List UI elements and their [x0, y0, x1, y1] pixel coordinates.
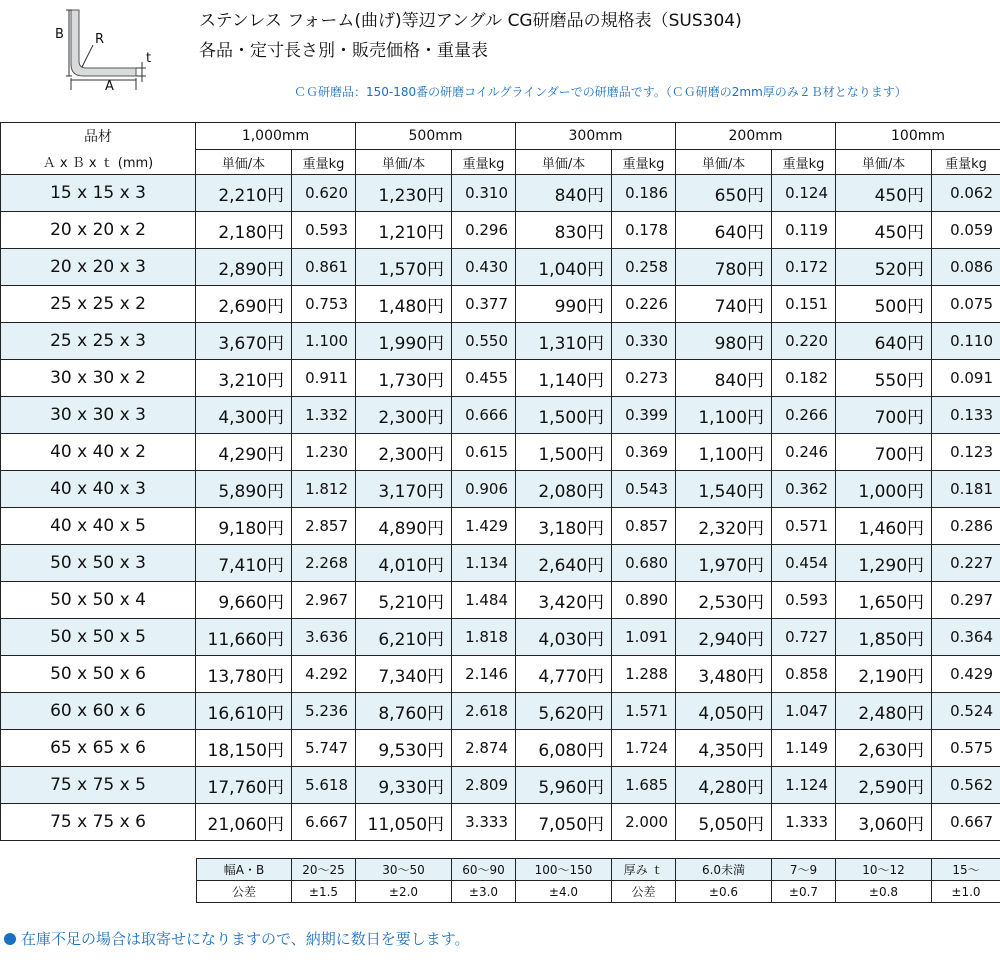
price-cell: 9,530円 — [356, 730, 452, 767]
weight-cell: 1.047 — [772, 693, 836, 730]
weight-cell: 0.124 — [772, 175, 836, 212]
price-cell: 1,100円 — [676, 434, 772, 471]
spec-cell: 25 x 25 x 3 — [1, 323, 196, 360]
weight-cell: 0.310 — [452, 175, 516, 212]
price-cell: 1,140円 — [516, 360, 612, 397]
spec-cell: 50 x 50 x 4 — [1, 582, 196, 619]
weight-cell: 0.562 — [932, 767, 1000, 804]
weight-cell: 2.967 — [292, 582, 356, 619]
price-cell: 980円 — [676, 323, 772, 360]
weight-cell: 5.618 — [292, 767, 356, 804]
weight-cell: 2.857 — [292, 508, 356, 545]
stock-notice — [4, 928, 470, 949]
weight-cell: 0.454 — [772, 545, 836, 582]
weight-cell: 0.151 — [772, 286, 836, 323]
weight-cell: 0.273 — [612, 360, 676, 397]
price-cell: 4,350円 — [676, 730, 772, 767]
tolerance-value: ±2.0 — [356, 881, 452, 903]
weight-cell: 0.429 — [932, 656, 1000, 693]
weight-cell: 1.091 — [612, 619, 676, 656]
price-weight-table — [0, 122, 1000, 841]
table-row — [1, 508, 1000, 545]
weight-cell: 0.286 — [932, 508, 1000, 545]
tolerance-label: 公差 — [612, 881, 676, 903]
price-cell: 2,940円 — [676, 619, 772, 656]
price-cell: 17,760円 — [196, 767, 292, 804]
weight-cell: 1.818 — [452, 619, 516, 656]
price-cell: 450円 — [836, 212, 932, 249]
price-cell: 2,180円 — [196, 212, 292, 249]
tolerance-value: ±1.0 — [932, 881, 1000, 903]
price-cell: 1,540円 — [676, 471, 772, 508]
price-cell: 16,610円 — [196, 693, 292, 730]
weight-cell: 0.890 — [612, 582, 676, 619]
price-cell: 4,280円 — [676, 767, 772, 804]
weight-cell: 0.571 — [772, 508, 836, 545]
weight-cell: 0.330 — [612, 323, 676, 360]
price-header: 単価/本 — [196, 150, 292, 175]
table-row — [1, 286, 1000, 323]
price-cell: 990円 — [516, 286, 612, 323]
spec-cell: 50 x 50 x 6 — [1, 656, 196, 693]
table-row — [1, 656, 1000, 693]
spec-cell: 20 x 20 x 2 — [1, 212, 196, 249]
price-cell: 1,290円 — [836, 545, 932, 582]
price-cell: 1,210円 — [356, 212, 452, 249]
price-cell: 1,850円 — [836, 619, 932, 656]
bullet-icon — [4, 933, 16, 945]
price-cell: 3,480円 — [676, 656, 772, 693]
price-cell: 740円 — [676, 286, 772, 323]
price-cell: 9,180円 — [196, 508, 292, 545]
price-cell: 1,730円 — [356, 360, 452, 397]
price-cell: 5,210円 — [356, 582, 452, 619]
diagram-label-r: R — [95, 32, 105, 47]
weight-cell: 0.430 — [452, 249, 516, 286]
weight-cell: 2.874 — [452, 730, 516, 767]
weight-cell: 0.172 — [772, 249, 836, 286]
price-cell: 3,210円 — [196, 360, 292, 397]
spec-header: 品材 — [1, 123, 196, 150]
price-cell: 6,210円 — [356, 619, 452, 656]
tolerance-range: 60〜90 — [452, 859, 516, 881]
length-header: 200mm — [676, 123, 836, 150]
tolerance-value: ±0.6 — [676, 881, 772, 903]
weight-cell: 3.636 — [292, 619, 356, 656]
weight-cell: 5.747 — [292, 730, 356, 767]
tolerance-range: 20〜25 — [292, 859, 356, 881]
tolerance-range: 7〜9 — [772, 859, 836, 881]
weight-header: 重量kg — [612, 150, 676, 175]
table-row — [1, 471, 1000, 508]
weight-cell: 0.133 — [932, 397, 1000, 434]
weight-cell: 1.484 — [452, 582, 516, 619]
spec-cell: 30 x 30 x 3 — [1, 397, 196, 434]
weight-cell: 0.399 — [612, 397, 676, 434]
price-cell: 640円 — [676, 212, 772, 249]
weight-cell: 0.186 — [612, 175, 676, 212]
weight-cell: 0.666 — [452, 397, 516, 434]
diagram-label-a: A — [105, 79, 114, 92]
weight-cell: 1.724 — [612, 730, 676, 767]
price-cell: 700円 — [836, 434, 932, 471]
weight-cell: 2.146 — [452, 656, 516, 693]
spec-cell: 60 x 60 x 6 — [1, 693, 196, 730]
weight-cell: 0.911 — [292, 360, 356, 397]
price-cell: 2,530円 — [676, 582, 772, 619]
stock-notice-text: 在庫不足の場合は取寄せになりますので、納期に数日を要します。 — [21, 930, 470, 948]
table-row — [1, 545, 1000, 582]
price-cell: 830円 — [516, 212, 612, 249]
spec-cell: 40 x 40 x 3 — [1, 471, 196, 508]
weight-cell: 2.000 — [612, 804, 676, 841]
weight-cell: 0.727 — [772, 619, 836, 656]
weight-cell: 0.119 — [772, 212, 836, 249]
price-cell: 2,890円 — [196, 249, 292, 286]
price-cell: 840円 — [516, 175, 612, 212]
table-row — [1, 360, 1000, 397]
price-cell: 1,000円 — [836, 471, 932, 508]
price-cell: 1,500円 — [516, 434, 612, 471]
table-row — [1, 323, 1000, 360]
length-header: 100mm — [836, 123, 1000, 150]
price-cell: 9,660円 — [196, 582, 292, 619]
tolerance-value: ±1.5 — [292, 881, 356, 903]
weight-cell: 5.236 — [292, 693, 356, 730]
weight-cell: 1.230 — [292, 434, 356, 471]
table-row — [1, 730, 1000, 767]
tolerance-value: ±4.0 — [516, 881, 612, 903]
weight-cell: 1.149 — [772, 730, 836, 767]
price-cell: 7,410円 — [196, 545, 292, 582]
weight-cell: 0.246 — [772, 434, 836, 471]
table-row — [1, 397, 1000, 434]
price-cell: 1,990円 — [356, 323, 452, 360]
price-cell: 4,770円 — [516, 656, 612, 693]
weight-cell: 0.110 — [932, 323, 1000, 360]
price-header: 単価/本 — [516, 150, 612, 175]
weight-cell: 0.615 — [452, 434, 516, 471]
table-row — [1, 804, 1000, 841]
weight-cell: 0.377 — [452, 286, 516, 323]
weight-cell: 0.575 — [932, 730, 1000, 767]
weight-cell: 0.266 — [772, 397, 836, 434]
table-row — [1, 175, 1000, 212]
length-header: 1,000mm — [196, 123, 356, 150]
tolerance-value: ±0.8 — [836, 881, 932, 903]
weight-cell: 0.593 — [772, 582, 836, 619]
table-row — [1, 582, 1000, 619]
price-cell: 520円 — [836, 249, 932, 286]
weight-cell: 0.369 — [612, 434, 676, 471]
price-cell: 1,310円 — [516, 323, 612, 360]
spec-cell: 75 x 75 x 6 — [1, 804, 196, 841]
weight-cell: 3.333 — [452, 804, 516, 841]
weight-cell: 0.220 — [772, 323, 836, 360]
price-cell: 1,480円 — [356, 286, 452, 323]
weight-cell: 1.571 — [612, 693, 676, 730]
weight-header: 重量kg — [292, 150, 356, 175]
page-subtitle: 各品・定寸長さ別・販売価格・重量表 — [199, 41, 488, 61]
table-row — [1, 434, 1000, 471]
price-cell: 1,460円 — [836, 508, 932, 545]
weight-cell: 0.123 — [932, 434, 1000, 471]
price-cell: 550円 — [836, 360, 932, 397]
price-cell: 2,080円 — [516, 471, 612, 508]
weight-cell: 0.362 — [772, 471, 836, 508]
price-cell: 4,050円 — [676, 693, 772, 730]
price-cell: 2,480円 — [836, 693, 932, 730]
price-header: 単価/本 — [356, 150, 452, 175]
price-cell: 18,150円 — [196, 730, 292, 767]
weight-cell: 2.268 — [292, 545, 356, 582]
spec-cell: 40 x 40 x 5 — [1, 508, 196, 545]
weight-cell: 0.861 — [292, 249, 356, 286]
price-cell: 7,340円 — [356, 656, 452, 693]
weight-cell: 1.124 — [772, 767, 836, 804]
spec-cell: 65 x 65 x 6 — [1, 730, 196, 767]
spec-cell: 25 x 25 x 2 — [1, 286, 196, 323]
tolerance-label: 厚み ｔ — [612, 859, 676, 881]
price-cell: 2,300円 — [356, 397, 452, 434]
weight-header: 重量kg — [772, 150, 836, 175]
price-cell: 1,230円 — [356, 175, 452, 212]
price-cell: 640円 — [836, 323, 932, 360]
weight-cell: 0.075 — [932, 286, 1000, 323]
weight-cell: 0.258 — [612, 249, 676, 286]
price-cell: 2,590円 — [836, 767, 932, 804]
price-cell: 450円 — [836, 175, 932, 212]
tolerance-range: 100〜150 — [516, 859, 612, 881]
weight-cell: 0.226 — [612, 286, 676, 323]
price-cell: 2,300円 — [356, 434, 452, 471]
price-cell: 4,030円 — [516, 619, 612, 656]
price-cell: 700円 — [836, 397, 932, 434]
price-cell: 780円 — [676, 249, 772, 286]
weight-cell: 1.134 — [452, 545, 516, 582]
price-cell: 840円 — [676, 360, 772, 397]
price-cell: 2,640円 — [516, 545, 612, 582]
price-cell: 1,570円 — [356, 249, 452, 286]
page-title: ステンレス フォーム(曲げ)等辺アングル CG研磨品の規格表（SUS304) — [199, 11, 742, 31]
price-header: 単価/本 — [676, 150, 772, 175]
weight-cell: 4.292 — [292, 656, 356, 693]
weight-cell: 0.086 — [932, 249, 1000, 286]
weight-cell: 0.062 — [932, 175, 1000, 212]
weight-cell: 0.857 — [612, 508, 676, 545]
weight-cell: 0.364 — [932, 619, 1000, 656]
tolerance-value: ±3.0 — [452, 881, 516, 903]
weight-cell: 1.685 — [612, 767, 676, 804]
weight-cell: 0.667 — [932, 804, 1000, 841]
weight-cell: 1.333 — [772, 804, 836, 841]
weight-cell: 0.182 — [772, 360, 836, 397]
spec-cell: 15 x 15 x 3 — [1, 175, 196, 212]
weight-cell: 0.593 — [292, 212, 356, 249]
weight-cell: 2.618 — [452, 693, 516, 730]
weight-cell: 0.753 — [292, 286, 356, 323]
angle-profile-diagram — [50, 6, 160, 92]
price-cell: 2,630円 — [836, 730, 932, 767]
price-cell: 4,300円 — [196, 397, 292, 434]
tolerance-table — [196, 858, 1000, 903]
price-cell: 650円 — [676, 175, 772, 212]
tolerance-range: 10〜12 — [836, 859, 932, 881]
price-cell: 1,040円 — [516, 249, 612, 286]
price-cell: 11,050円 — [356, 804, 452, 841]
price-cell: 9,330円 — [356, 767, 452, 804]
weight-header: 重量kg — [452, 150, 516, 175]
weight-cell: 0.455 — [452, 360, 516, 397]
price-cell: 3,670円 — [196, 323, 292, 360]
weight-cell: 0.680 — [612, 545, 676, 582]
weight-cell: 1.429 — [452, 508, 516, 545]
diagram-label-b: B — [55, 27, 64, 42]
price-cell: 21,060円 — [196, 804, 292, 841]
tolerance-range: 6.0未満 — [676, 859, 772, 881]
price-cell: 4,290円 — [196, 434, 292, 471]
length-header: 500mm — [356, 123, 516, 150]
price-cell: 2,210円 — [196, 175, 292, 212]
weight-cell: 2.809 — [452, 767, 516, 804]
weight-cell: 0.550 — [452, 323, 516, 360]
spec-cell: 40 x 40 x 2 — [1, 434, 196, 471]
price-header: 単価/本 — [836, 150, 932, 175]
weight-cell: 1.288 — [612, 656, 676, 693]
spec-subheader: Ａ x Ｂ x ｔ (mm) — [1, 150, 196, 175]
price-cell: 4,890円 — [356, 508, 452, 545]
weight-cell: 0.296 — [452, 212, 516, 249]
tolerance-range: 30〜50 — [356, 859, 452, 881]
price-cell: 8,760円 — [356, 693, 452, 730]
polish-note: ＣＧ研磨品：150-180番の研磨コイルグラインダーでの研磨品です。（ＣＧ研磨の2mm厚のみ２Ｂ材となります） — [294, 85, 907, 99]
tolerance-label: 幅A・B — [197, 859, 292, 881]
price-cell: 2,690円 — [196, 286, 292, 323]
table-row — [1, 767, 1000, 804]
tolerance-label: 公差 — [197, 881, 292, 903]
weight-cell: 1.100 — [292, 323, 356, 360]
weight-cell: 0.620 — [292, 175, 356, 212]
price-cell: 3,170円 — [356, 471, 452, 508]
price-cell: 3,420円 — [516, 582, 612, 619]
weight-cell: 0.297 — [932, 582, 1000, 619]
weight-cell: 0.178 — [612, 212, 676, 249]
price-cell: 5,050円 — [676, 804, 772, 841]
weight-cell: 0.227 — [932, 545, 1000, 582]
weight-cell: 6.667 — [292, 804, 356, 841]
weight-cell: 0.858 — [772, 656, 836, 693]
price-cell: 500円 — [836, 286, 932, 323]
price-cell: 3,180円 — [516, 508, 612, 545]
price-cell: 5,620円 — [516, 693, 612, 730]
price-cell: 3,060円 — [836, 804, 932, 841]
length-header: 300mm — [516, 123, 676, 150]
tolerance-range: 15〜 — [932, 859, 1000, 881]
diagram-label-t: t — [146, 51, 152, 66]
tolerance-value: ±0.7 — [772, 881, 836, 903]
price-cell: 7,050円 — [516, 804, 612, 841]
spec-cell: 50 x 50 x 5 — [1, 619, 196, 656]
spec-cell: 50 x 50 x 3 — [1, 545, 196, 582]
table-row — [1, 249, 1000, 286]
price-cell: 5,960円 — [516, 767, 612, 804]
price-cell: 1,650円 — [836, 582, 932, 619]
price-cell: 1,100円 — [676, 397, 772, 434]
table-row — [1, 693, 1000, 730]
price-cell: 5,890円 — [196, 471, 292, 508]
price-cell: 2,320円 — [676, 508, 772, 545]
price-cell: 1,970円 — [676, 545, 772, 582]
spec-cell: 20 x 20 x 3 — [1, 249, 196, 286]
price-cell: 4,010円 — [356, 545, 452, 582]
price-cell: 13,780円 — [196, 656, 292, 693]
weight-cell: 0.543 — [612, 471, 676, 508]
table-row — [1, 619, 1000, 656]
weight-cell: 0.524 — [932, 693, 1000, 730]
price-cell: 1,500円 — [516, 397, 612, 434]
price-cell: 2,190円 — [836, 656, 932, 693]
weight-cell: 0.906 — [452, 471, 516, 508]
table-row — [1, 212, 1000, 249]
weight-cell: 0.091 — [932, 360, 1000, 397]
weight-cell: 1.812 — [292, 471, 356, 508]
price-cell: 6,080円 — [516, 730, 612, 767]
weight-header: 重量kg — [932, 150, 1000, 175]
spec-cell: 30 x 30 x 2 — [1, 360, 196, 397]
weight-cell: 0.059 — [932, 212, 1000, 249]
weight-cell: 0.181 — [932, 471, 1000, 508]
price-cell: 11,660円 — [196, 619, 292, 656]
spec-cell: 75 x 75 x 5 — [1, 767, 196, 804]
weight-cell: 1.332 — [292, 397, 356, 434]
